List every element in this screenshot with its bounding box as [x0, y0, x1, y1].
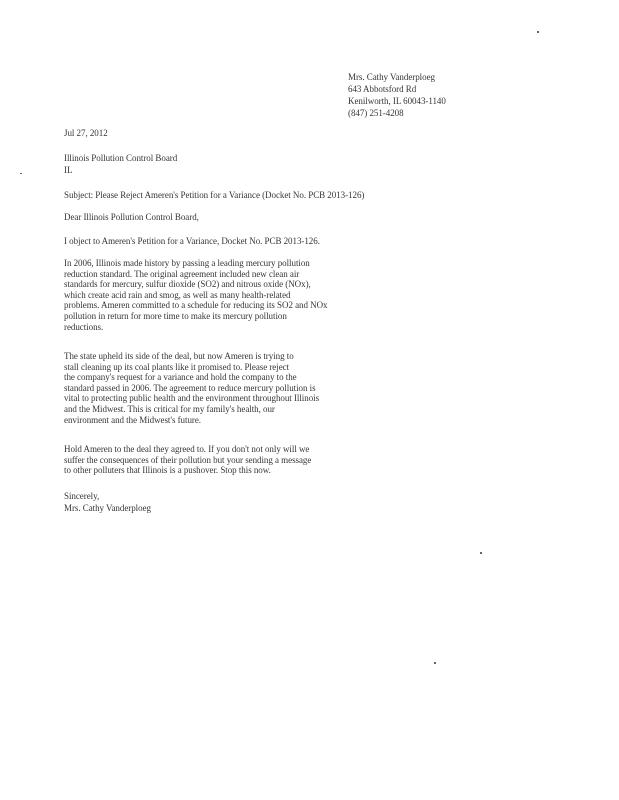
sender-name: Mrs. Cathy Vanderploeg: [348, 72, 435, 82]
paragraph-line: environment and the Midwest's future.: [64, 414, 201, 425]
subject-line: Subject: Please Reject Ameren's Petition for a Variance (Docket No. PCB 2013-126): [64, 190, 365, 200]
intro-sentence: I object to Ameren's Petition for a Variance, Docket No. PCB 2013-126.: [64, 236, 320, 246]
paragraph-line: suffer the consequences of their pollution but your sending a message: [64, 454, 312, 465]
signature-name: Mrs. Cathy Vanderploeg: [64, 503, 151, 513]
scan-speck: [20, 173, 22, 174]
salutation: Dear Illinois Pollution Control Board,: [64, 212, 199, 222]
sender-street: 643 Abbotsford Rd: [348, 84, 417, 94]
paragraph-line: Hold Ameren to the deal they agreed to. If you don't not only will we: [64, 444, 310, 454]
closing-block: [64, 491, 151, 515]
letter-date: Jul 27, 2012: [64, 128, 108, 138]
valediction: Sincerely,: [64, 491, 100, 501]
sender-city: Kenilworth, IL 60043-1140: [348, 96, 446, 106]
recipient-block: [64, 153, 177, 177]
paragraph-line: The state upheld its side of the deal, but now Ameren is trying to: [64, 351, 294, 361]
paragraph-line: pollution in return for more time to make its mercury pollution: [64, 310, 287, 321]
paragraph-line: and the Midwest. This is critical for my family's health, our: [64, 403, 275, 414]
recipient-org: Illinois Pollution Control Board: [64, 153, 178, 163]
sender-phone: (847) 251-4208: [348, 108, 404, 118]
paragraph-1: [64, 258, 328, 332]
paragraph-line: the company's request for a variance and hold the company to the: [64, 372, 297, 383]
paragraph-line: reduction standard. The original agreement included new clean air: [64, 268, 300, 279]
paragraph-line: reductions.: [64, 321, 104, 332]
paragraph-line: In 2006, Illinois made history by passing a leading mercury pollution: [64, 258, 310, 268]
paragraph-2: [64, 351, 319, 425]
paragraph-line: to other polluters that Illinois is a pushover. Stop this now.: [64, 465, 271, 476]
scan-speck: [434, 662, 436, 664]
scan-speck: [480, 552, 482, 554]
paragraph-line: which create acid rain and smog, as well as many health-related: [64, 289, 291, 300]
paragraph-3: [64, 444, 311, 476]
paragraph-line: vital to protecting public health and the environment throughout Illinois: [64, 393, 320, 404]
scan-speck: [537, 31, 539, 33]
recipient-line-2: IL: [64, 165, 73, 175]
sender-address-block: [348, 72, 446, 120]
paragraph-line: problems. Ameren committed to a schedule for reducing its SO2 and NOx: [64, 300, 328, 311]
paragraph-line: stall cleaning up its coal plants like it promised to. Please reject: [64, 361, 290, 372]
paragraph-line: standard passed in 2006. The agreement to reduce mercury pollution is: [64, 382, 316, 393]
paragraph-line: standards for mercury, sulfur dioxide (SO2) and nitrous oxide (NOx),: [64, 279, 311, 290]
